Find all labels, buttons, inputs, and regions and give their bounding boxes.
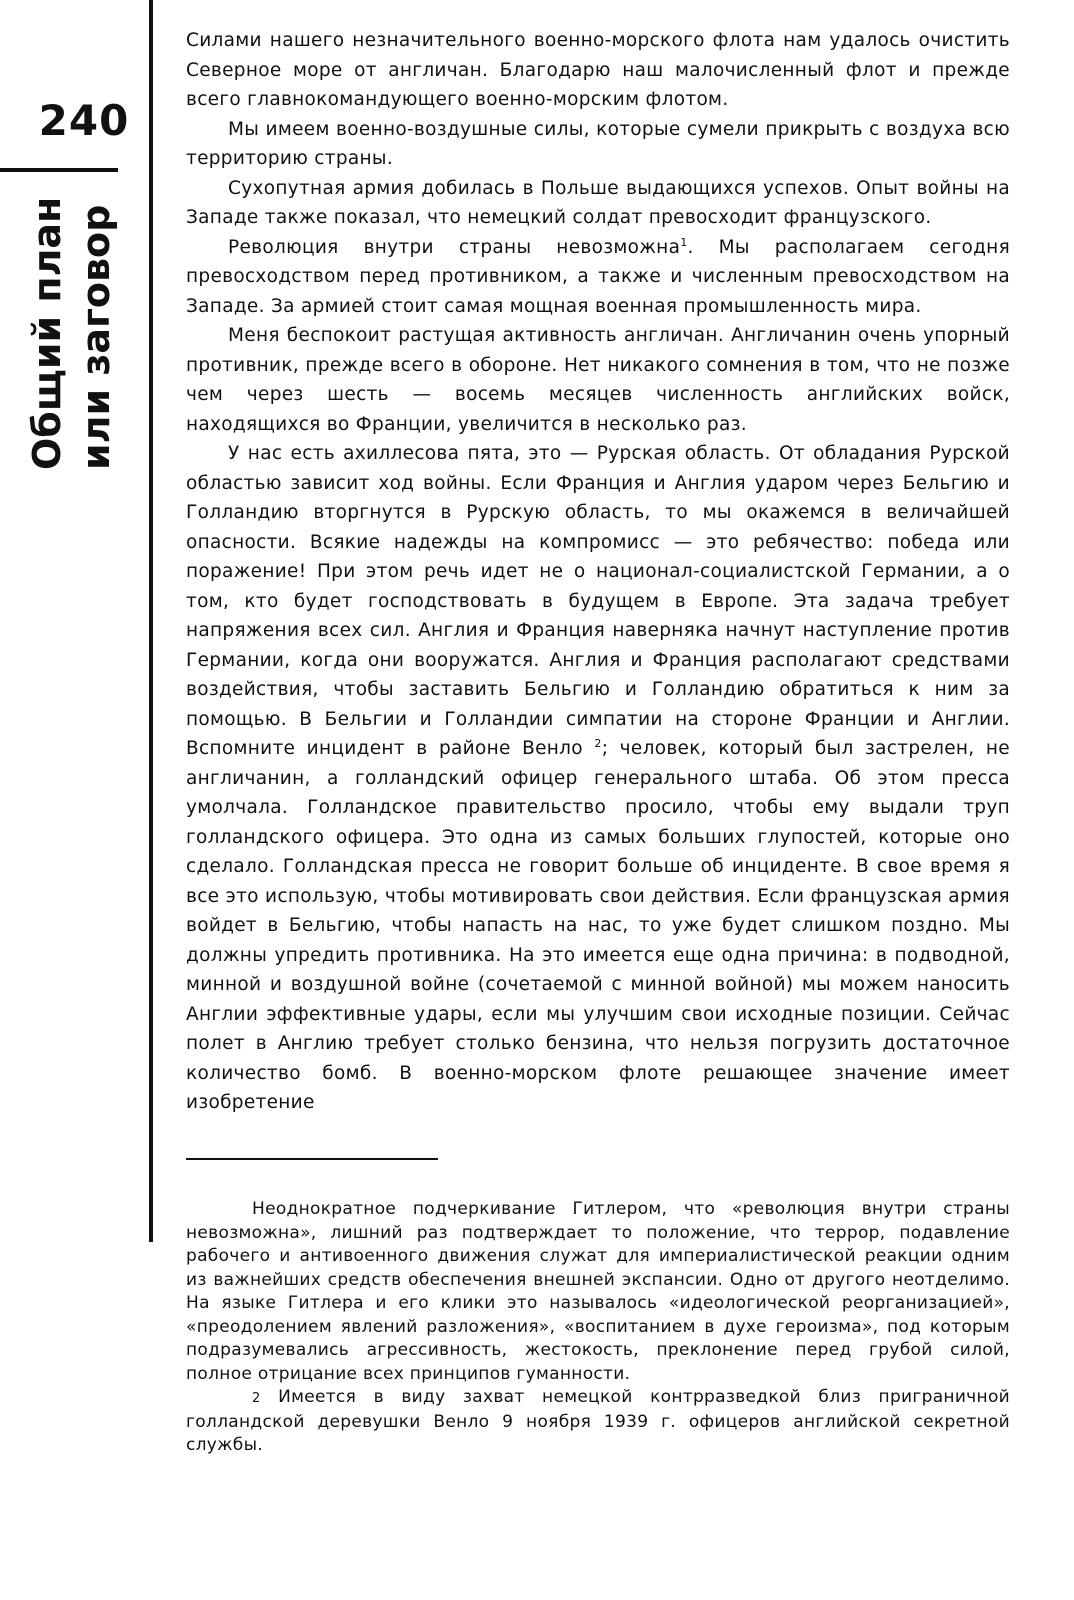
margin-vertical-rule [149,0,153,1242]
footnote-2-text: Имеется в виду захват немецкой контрразведкой близ приграничной голландской деревушки Венло 9 ноября 1939 г. офицеров английской секретной службы. [186,1387,1010,1455]
paragraph: Силами нашего незначительного военно-морского флота нам удалось очистить Северное море от англичан. Благодарю наш малочисленный флот и прежде всего главнокомандующего военно-морским флотом. [186,30,1010,110]
page-number: 240 [38,96,130,145]
footnotes [186,1198,1010,1458]
footnote-2-mark: 2 [252,1391,261,1406]
main-text [186,26,1010,1118]
paragraph: Мы имеем военно-воздушные силы, которые сумели прикрыть с воздуха всю территорию страны. [186,118,1010,169]
paragraph [186,439,1010,1118]
running-title-line-1: Общий план [25,196,69,470]
paragraph: Сухопутная армия добилась в Польше выдающихся успехов. Опыт войны на Западе также показал, что немецкий солдат превосходит французского. [186,177,1010,228]
footnote-ref-1: 1 [680,235,688,249]
paragraph-text: . Мы располагаем сегодня превосходством перед противником, а также и численным превосходством на Западе. За армией стоит самая мощная военная промышленность мира. [186,236,1010,317]
running-title [22,170,120,470]
paragraph-text: У нас есть ахиллесова пята, это — Рурская область. От обладания Рурской областью зависит ход войны. Если Франция и Англия ударом через Бельгию и Голландию вторгнутся в Рурскую область, то мы окажемся в величайшей опасности. Всякие надежды на компромисс — это ребячество: победа или поражение! При этом речь идет не о национал-социалистской Германии, а о том, кто будет господствовать в будущем в Европе. Эта задача требует напряжения всех сил. Англия и Франция наверняка начнут наступление против Германии, когда они вооружатся. Англия и Франция располагают средствами воздействия, чтобы заставить Бельгию и Голландию обратиться к ним за помощью. В Бельгии и Голландии симпатии на стороне Франции и Англии. Вспомните инцидент в районе Венло [186,443,1010,759]
footnote-separator [186,1158,438,1160]
footnote-ref-2: 2 [594,736,602,750]
paragraph-text: Революция внутри страны невозможна [228,236,681,258]
running-title-line-2: или заговор [74,204,118,470]
paragraph-text: ; человек, который был застрелен, не англичанин, а голландский офицер генерального штаба. Об этом пресса умолчала. Голландское правительство просило, чтобы ему выдали труп голландского офицера. Это одна из самых больших глупостей, которые оно сделало. Голландская пресса не говорит больше об инциденте. В свое время я все это использую, чтобы мотивировать свои действия. Если французская армия войдет в Бельгию, чтобы напасть на нас, то уже будет слишком поздно. Мы должны упредить противника. На это имеется еще одна причина: в подводной, минной и воздушной войне (сочетаемой с минной войной) мы можем наносить Англии эффективные удары, если мы улучшим свои исходные позиции. Сейчас полет в Англию требует столько бензина, что нельзя погрузить достаточное количество бомб. В военно-морском флоте решающее значение имеет изобретение [186,738,1010,1113]
footnote-1: Неоднократное подчеркивание Гитлером, что «революция внутри страны невозможна», лишний раз подтверждает то положение, что террор, подавление рабочего и антивоенного движения служат для империалистической реакции одним из важнейших средств обеспечения внешней экспансии. Одно от другого неотделимо. На языке Гитлера и его клики это называлось «идеологической реорганизацией», «преодолением явлений разложения», «воспитанием в духе героизма», под которым подразумевались агрессивность, жестокость, преклонение перед грубой силой, полное отрицание всех принципов гуманности. [186,1199,1010,1384]
paragraph [186,233,1010,322]
paragraph: Меня беспокоит растущая активность англичан. Англичанин очень упорный противник, прежде всего в обороне. Нет никакого сомнения в том, что не позже чем через шесть — восемь месяцев численность английских войск, находящихся во Франции, увеличится в несколько раз. [186,325,1010,435]
footnote-2 [186,1386,1010,1458]
